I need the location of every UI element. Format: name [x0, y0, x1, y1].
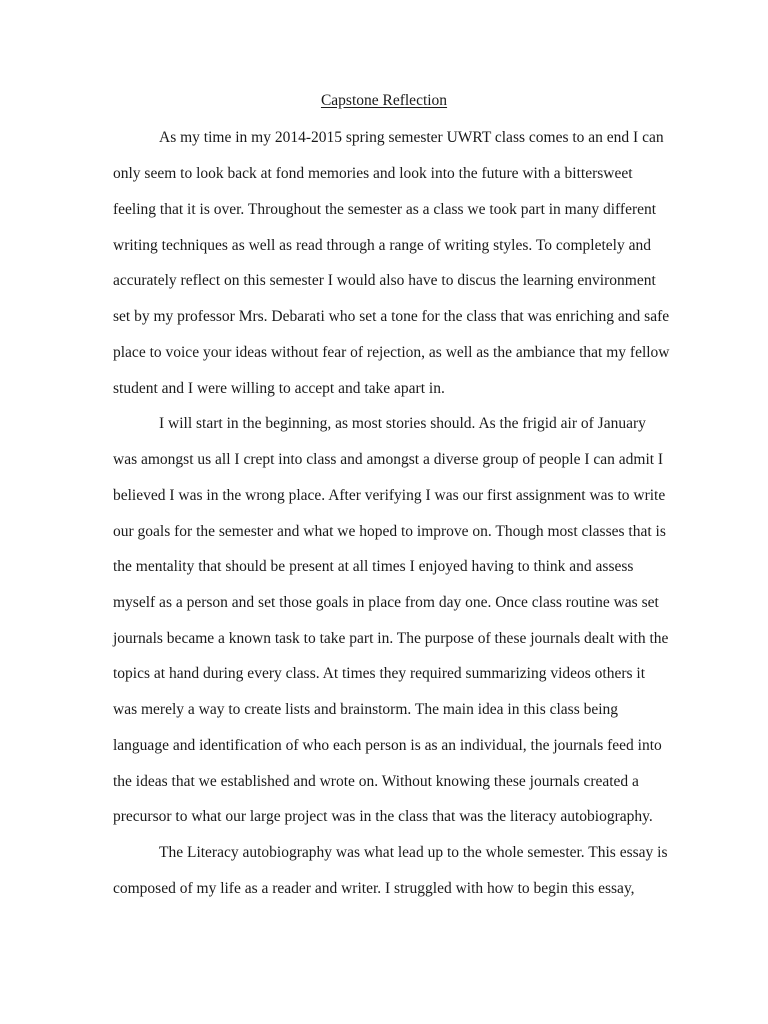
text-line: set by my professor Mrs. Debarati who set a tone for the class that was enriching and safe [113, 308, 670, 325]
text-line: feeling that it is over. Throughout the semester as a class we took part in many different [113, 201, 657, 218]
text-line: writing techniques as well as read through a range of writing styles. To completely and [113, 237, 651, 254]
text-line: only seem to look back at fond memories and look into the future with a bittersweet [113, 165, 633, 182]
text-line: the ideas that we established and wrote on. Without knowing these journals created a [113, 773, 639, 790]
text-line: was merely a way to create lists and brainstorm. The main idea in this class being [113, 701, 619, 718]
text-line: believed I was in the wrong place. After verifying I was our first assignment was to write [113, 487, 666, 504]
text-line: topics at hand during every class. At times they required summarizing videos others it [113, 665, 646, 682]
text-line: our goals for the semester and what we hoped to improve on. Though most classes that is [113, 523, 666, 540]
text-line: accurately reflect on this semester I would also have to discus the learning environment [113, 272, 656, 289]
text-line: precursor to what our large project was in the class that was the literacy autobiography. [113, 808, 653, 825]
document-title: Capstone Reflection [320, 92, 448, 109]
text-line: the mentality that should be present at all times I enjoyed having to think and assess [113, 558, 634, 575]
text-line: journals became a known task to take part in. The purpose of these journals dealt with the [113, 630, 669, 647]
text-line: was amongst us all I crept into class and amongst a diverse group of people I can admit I [113, 451, 664, 468]
text-line: As my time in my 2014-2015 spring semester UWRT class comes to an end I can [159, 129, 664, 146]
text-line: The Literacy autobiography was what lead up to the whole semester. This essay is [159, 844, 668, 861]
text-line: language and identification of who each person is as an individual, the journals feed into [113, 737, 662, 754]
text-line: composed of my life as a reader and writer. I struggled with how to begin this essay, [113, 880, 635, 897]
text-line: I will start in the beginning, as most stories should. As the frigid air of January [159, 415, 646, 432]
text-line: student and I were willing to accept and take apart in. [113, 380, 445, 397]
text-line: myself as a person and set those goals in place from day one. Once class routine was set [113, 594, 659, 611]
text-line: place to voice your ideas without fear of rejection, as well as the ambiance that my fellow [113, 344, 670, 361]
